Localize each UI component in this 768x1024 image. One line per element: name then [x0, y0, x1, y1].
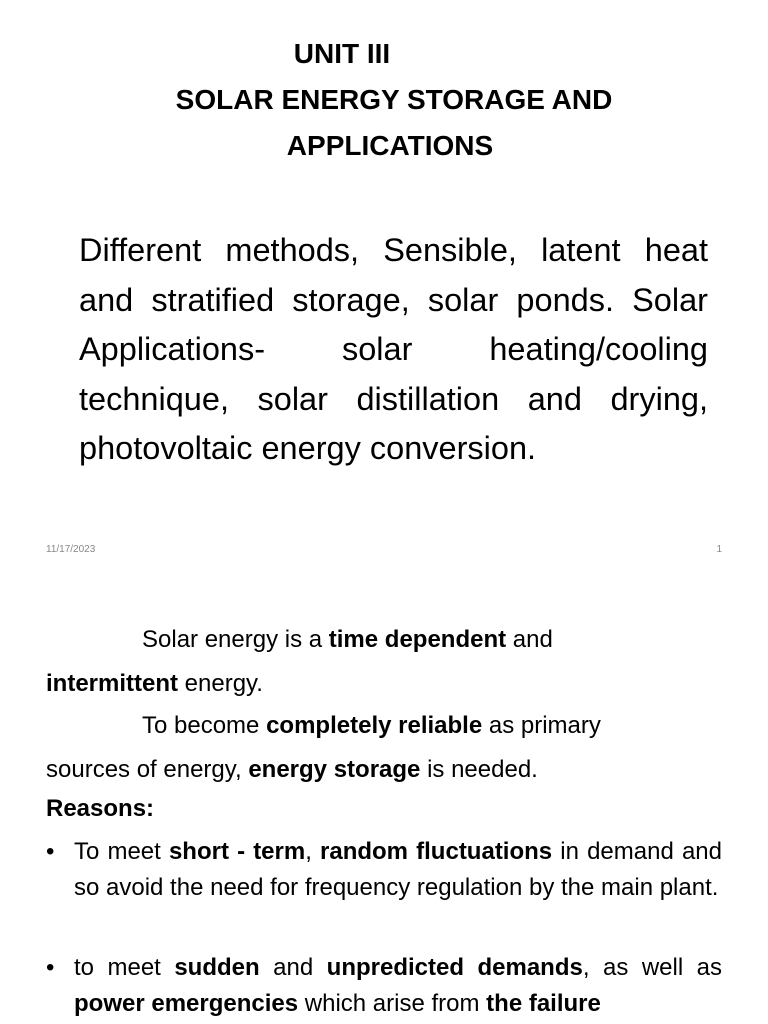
- slide-date: 11/17/2023: [46, 544, 96, 555]
- paragraph-1-line-2: intermittent energy.: [46, 670, 263, 697]
- syllabus-text: Different methods, Sensible, latent heat and stratified storage, solar ponds. Solar Applications- solar heating/cooling technique, solar distillation and drying, photovoltaic energy conversion.: [79, 232, 708, 466]
- paragraph-2-line-2: sources of energy, energy storage is needed.: [46, 756, 538, 783]
- bullet-text: to meet sudden and unpredicted demands, as well as power emergencies which arise from the failure: [74, 954, 722, 1017]
- bullet-text: To meet short - term, random fluctuations in demand and so avoid the need for frequency regulation by the main plant.: [74, 838, 722, 901]
- slide-title-line-2: APPLICATIONS: [286, 130, 494, 161]
- unit-title: UNIT III: [293, 38, 391, 69]
- slide-number: 1: [716, 544, 722, 555]
- slide-2: [0, 580, 768, 1024]
- bullet-icon: •: [46, 954, 55, 981]
- bullet-item-1: [46, 834, 722, 906]
- reasons-heading: Reasons:: [46, 795, 155, 822]
- slide-title-line-1: SOLAR ENERGY STORAGE AND: [175, 84, 613, 115]
- bullet-icon: •: [46, 838, 55, 865]
- paragraph-1-line-1: Solar energy is a time dependent and: [142, 626, 553, 653]
- paragraph-2-line-1: To become completely reliable as primary: [142, 712, 601, 739]
- bullet-item-2: [46, 950, 722, 1022]
